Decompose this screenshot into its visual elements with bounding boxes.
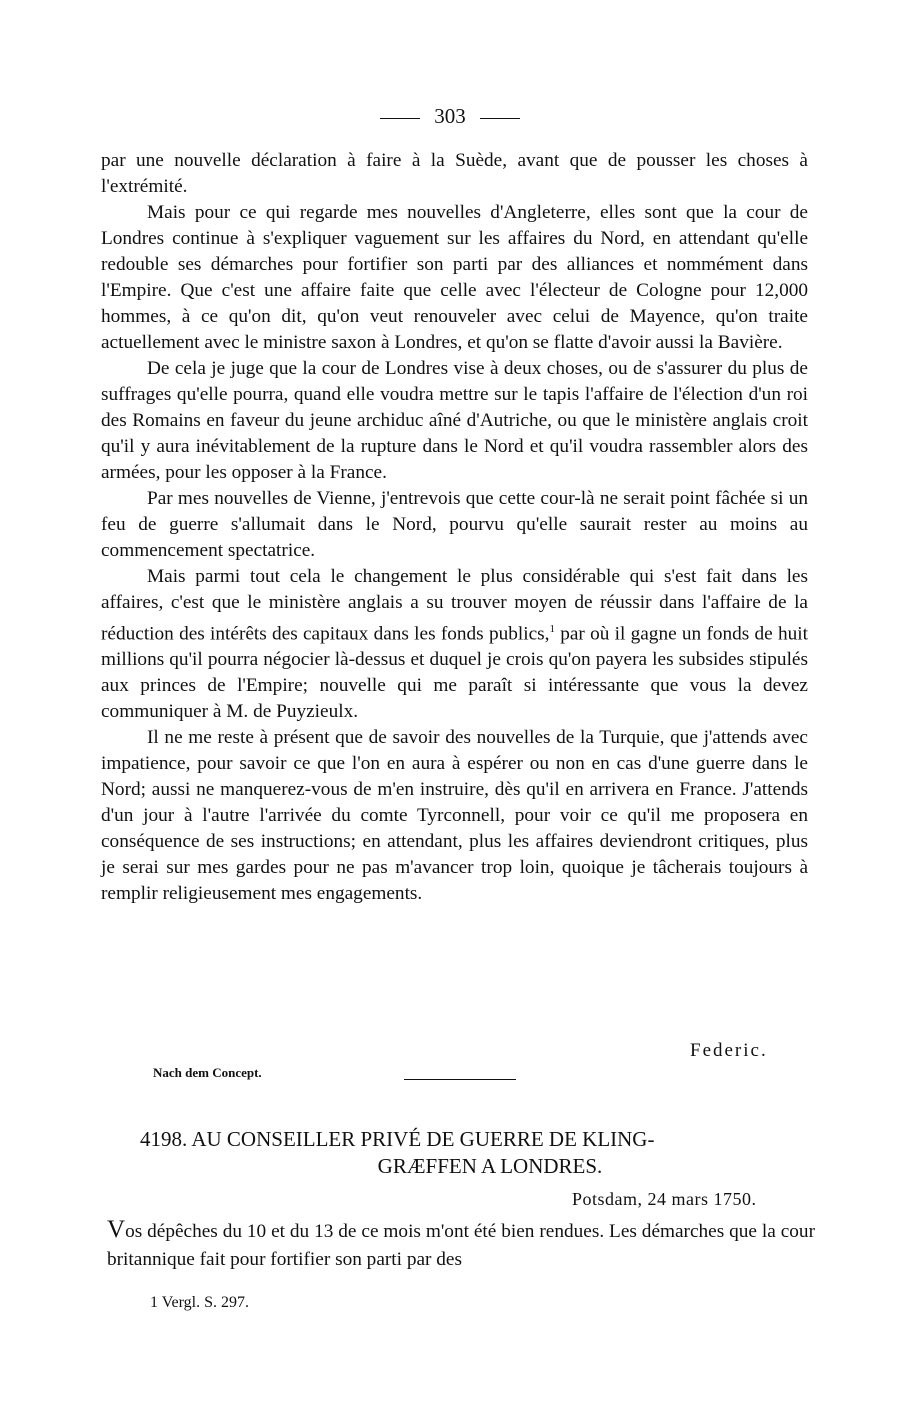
dateline: Potsdam, 24 mars 1750. [572, 1189, 757, 1209]
source-note: Nach dem Concept. [153, 1065, 262, 1080]
letter-body [101, 148, 808, 907]
paragraph-6: Il ne me reste à présent que de savoir des nouvelles de la Turquie, que j'attends avec impatience, pour savoir ce que l'on en aura à espérer ou non en cas d'une guerre dans le Nord; aussi ne manquerez-vous de m'en instruire, dès qu'il en arrivera en France. J'attends d'un jour à l'autre l'arrivée du comte Tyrconnell, pour voir ce qu'il me proposera en conséquence de ses instructions; en attendant, plus les affaires deviendront critiques, plus je serai sur mes gardes pour ne pas m'avancer trop loin, quoique je tâcherais toujours à remplir religieusement mes engagements. [101, 727, 808, 905]
letter-opening [107, 1216, 815, 1274]
page-number: 303 [434, 104, 466, 128]
initial-letter: V [107, 1216, 126, 1243]
signature: Federic. [690, 1040, 768, 1061]
header-dash-right [480, 118, 520, 119]
document-heading [140, 1126, 800, 1180]
paragraph-5-part-1: Mais parmi tout cela le changement le plus considérable qui s'est fait dans les affaires, c'est que le ministère anglais a su trouver moyen de réussir dans l'affaire de la réduction des intérêts des capitaux dans les fonds publics, [101, 566, 808, 645]
heading-line-2: GRÆFFEN A LONDRES. [377, 1154, 603, 1178]
paragraph-5-part-2: par où il gagne un fonds de huit millions qu'il pourra négocier là-dessus et duquel je crois qu'on payera les subsides stipulés aux princes de l'Empire; nouvelle qui me paraît si intéressante que vous la devez communiquer à M. de Puyzieulx. [101, 623, 808, 723]
paragraph-1: par une nouvelle déclaration à faire à la Suède, avant que de pousser les choses à l'extrémité. [101, 150, 808, 197]
heading-line-1: 4198. AU CONSEILLER PRIVÉ DE GUERRE DE KLING- [140, 1127, 655, 1151]
paragraph-2: Mais pour ce qui regarde mes nouvelles d'Angleterre, elles sont que la cour de Londres continue à s'expliquer vaguement sur les affaires du Nord, en attendant qu'elle redouble ses démarches pour fortifier son parti par des alliances et nommément dans l'Empire. Que c'est une affaire faite que celle avec l'électeur de Cologne pour 12,000 hommes, à ce qu'on dit, qu'on veut renouveler avec celui de Mayence, qu'on traite actuellement avec le ministre saxon à Londres, et qu'on se flatte d'avoir aussi la Bavière. [101, 202, 808, 353]
paragraph-3: De cela je juge que la cour de Londres vise à deux choses, ou de s'assurer du plus de suffrages qu'elle pourra, quand elle voudra mettre sur le tapis l'affaire de l'élection d'un roi des Romains en faveur du jeune archiduc aîné d'Autriche, ou que le ministère anglais croit qu'il y aura inévitablement de la rupture dans le Nord et qu'il voudra rassembler alors des armées, pour les opposer à la France. [101, 358, 808, 483]
letter-paragraph-1 [107, 1216, 815, 1274]
letter-paragraph-1-text: os dépêches du 10 et du 13 de ce mois m'ont été bien rendues. Les démarches que la cour britannique fait pour fortifier son parti par des [107, 1221, 815, 1270]
section-divider [404, 1079, 516, 1080]
paragraph-4: Par mes nouvelles de Vienne, j'entrevois que cette cour-là ne serait point fâchée si un feu de guerre s'allumait dans le Nord, pourvu qu'elle saurait rester au moins au commencement spectatrice. [101, 488, 808, 561]
header-dash-left [380, 118, 420, 119]
paragraph-5 [101, 564, 808, 725]
page-header [0, 104, 900, 129]
footnote-mark: 1 [549, 623, 555, 635]
footnote: 1 Vergl. S. 297. [150, 1294, 249, 1311]
